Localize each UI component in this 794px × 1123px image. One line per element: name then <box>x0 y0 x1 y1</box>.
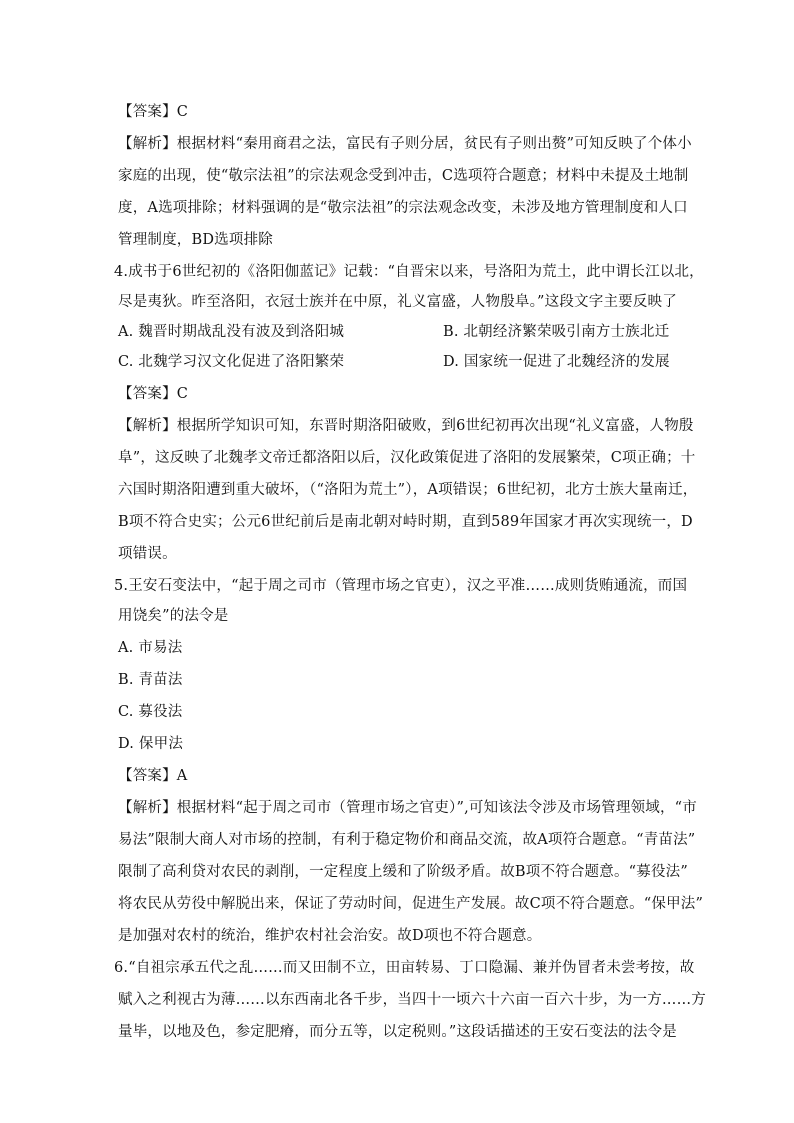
question-5-stem: 用饶矣”的法令是 <box>118 608 229 624</box>
option-a: A. 市易法 <box>118 640 183 656</box>
question-5-stem: 5.王安石变法中，“起于周之司市（管理市场之官吏），汉之平准……成则货贿通流，而国 <box>114 578 688 594</box>
option-c: C. 募役法 <box>118 704 183 720</box>
question-6-stem: 赋入之利视古为薄……以东西南北各千步，当四十一顷六十六亩一百六十步，为一方……方 <box>118 992 706 1008</box>
question-6-stem: 6.“自祖宗承五代之乱……而又田制不立，田亩转易、丁口隐漏、兼并伪冒者未尝考按，故 <box>114 960 695 976</box>
answer-label: 【答案】A <box>118 768 188 784</box>
option-b: B. 青苗法 <box>118 672 183 688</box>
analysis-text: 将农民从劳役中解脱出来，保证了劳动时间，促进生产发展。故C项不符合题意。“保甲法” <box>118 896 704 912</box>
analysis-text: 管理制度，BD选项排除 <box>118 232 273 248</box>
option-b: B. 北朝经济繁荣吸引南方士族北迁 <box>443 324 670 340</box>
analysis-text: 阜”，这反映了北魏孝文帝迁都洛阳以后，汉化政策促进了洛阳的发展繁荣，C项正确；十 <box>118 450 696 466</box>
option-c: C. 北魏学习汉文化促进了洛阳繁荣 <box>118 354 345 370</box>
analysis-text: 限制了高利贷对农民的剥削，一定程度上缓和了阶级矛盾。故B项不符合题意。“募役法” <box>118 864 688 880</box>
question-4-stem: 尽是夷狄。昨至洛阳，衣冠士族并在中原，礼义富盛，人物殷阜。”这段文字主要反映了 <box>118 294 677 310</box>
analysis-text: B项不符合史实；公元6世纪前后是南北朝对峙时期，直到589年国家才再次实现统一，D <box>118 514 693 530</box>
answer-label: 【答案】C <box>118 104 189 120</box>
analysis-text: 项错误。 <box>118 546 177 562</box>
analysis-text: 【解析】根据材料“起于周之司市（管理市场之官吏）”,可知该法令涉及市场管理领域，“市 <box>118 800 697 816</box>
answer-label: 【答案】C <box>118 386 189 402</box>
option-d: D. 保甲法 <box>118 736 184 752</box>
question-6-stem: 量毕，以地及色，参定肥瘠，而分五等，以定税则。”这段话描述的王安石变法的法令是 <box>118 1024 677 1040</box>
question-4-stem: 4.成书于6世纪初的《洛阳伽蓝记》记载：“自晋宋以来，号洛阳为荒土，此中谓长江以北， <box>114 264 704 280</box>
analysis-text: 六国时期洛阳遭到重大破坏，（“洛阳为荒土”），A项错误；6世纪初，北方士族大量南迁， <box>118 482 698 498</box>
option-a: A. 魏晋时期战乱没有波及到洛阳城 <box>118 324 345 340</box>
analysis-text: 家庭的出现，使“敬宗法祖”的宗法观念受到冲击，C选项符合题意；材料中未提及土地制 <box>118 168 689 184</box>
analysis-text: 【解析】根据材料“秦用商君之法，富民有子则分居，贫民有子则出赘”可知反映了个体小 <box>118 136 692 152</box>
analysis-text: 是加强对农村的统治，维护农村社会治安。故D项也不符合题意。 <box>118 928 542 944</box>
analysis-text: 易法”限制大商人对市场的控制，有利于稳定物价和商品交流，故A项符合题意。“青苗法” <box>118 832 696 848</box>
analysis-text: 【解析】根据所学知识可知，东晋时期洛阳破败，到6世纪初再次出现“礼义富盛，人物殷 <box>118 418 694 434</box>
option-d: D. 国家统一促进了北魏经济的发展 <box>443 354 670 370</box>
analysis-text: 度，A选项排除；材料强调的是“敬宗法祖”的宗法观念改变，未涉及地方管理制度和人口 <box>118 200 688 216</box>
